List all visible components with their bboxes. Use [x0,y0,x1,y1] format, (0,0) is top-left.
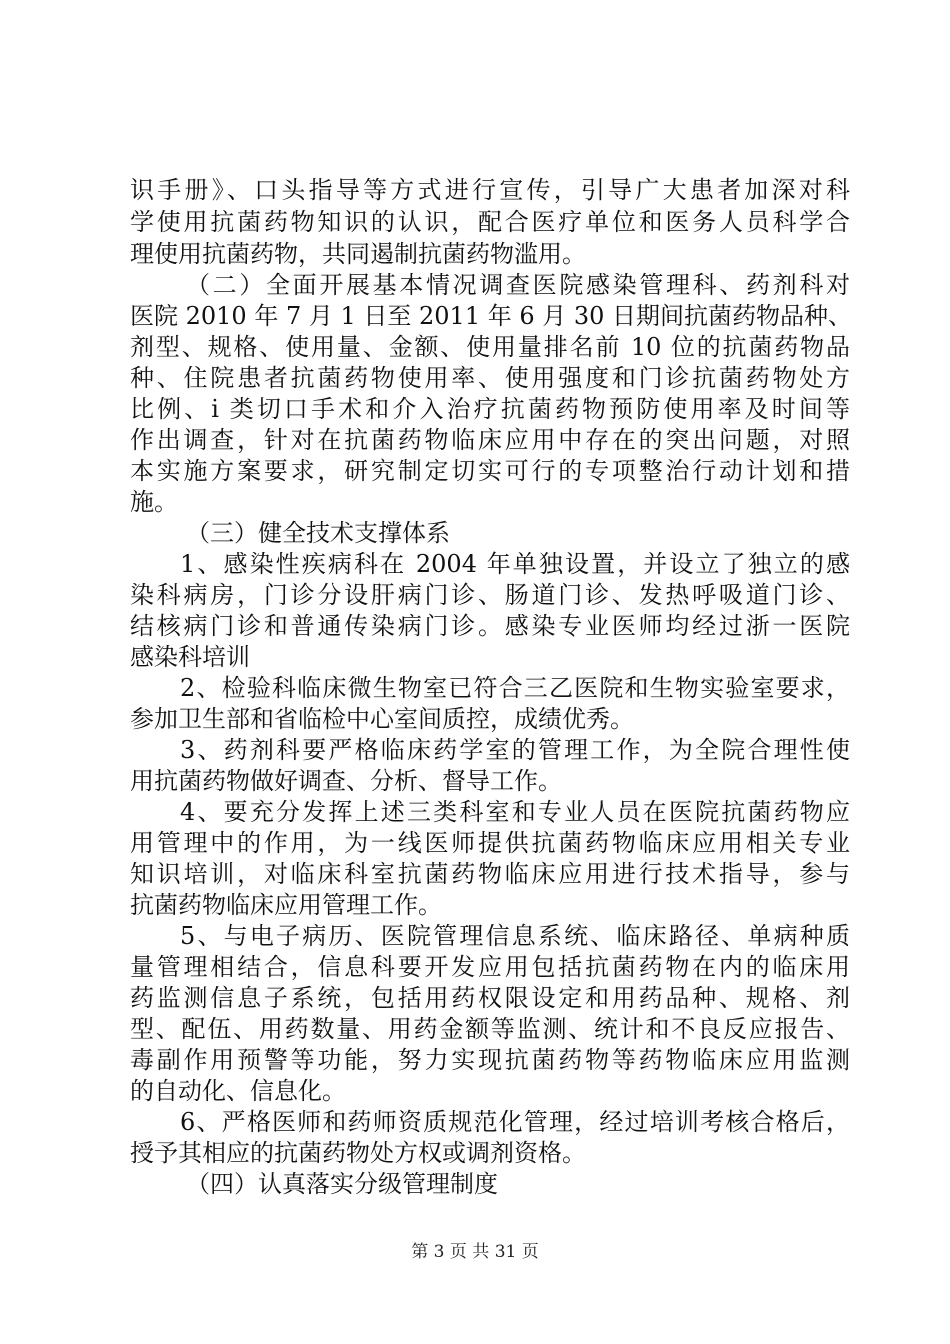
text-line: 型、配伍、用药数量、用药金额等监测、统计和不良反应报告、 [130,1015,850,1043]
text-line: （二）全面开展基本情况调查医院感染管理科、药剂科对 [186,271,850,299]
text-line: 用管理中的作用，为一线医师提供抗菌药物临床应用相关专业 [130,829,850,857]
text-line: 1、感染性疾病科在 2004 年单独设置，并设立了独立的感 [180,550,850,578]
text-line: 施。 [130,488,178,516]
text-line: 剂型、规格、使用量、金额、使用量排名前 10 位的抗菌药物品 [130,333,850,361]
text-line: 5、与电子病历、医院管理信息系统、临床路径、单病种质 [180,922,850,950]
text-line: 医院 2010 年 7 月 1 日至 2011 年 6 月 30 日期间抗菌药物品种、 [130,302,853,330]
text-line: 抗菌药物临床应用管理工作。 [130,891,442,919]
text-line: 作出调查，针对在抗菌药物临床应用中存在的突出问题，对照 [130,426,850,454]
text-line: 比例、i 类切口手术和介入治疗抗菌药物预防使用率及时间等 [130,395,850,423]
text-line: 6、严格医师和药师资质规范化管理，经过培训考核合格后， [180,1108,850,1136]
text-line: 结核病门诊和普通传染病门诊。感染专业医师均经过浙一医院 [130,612,850,640]
text-line: 授予其相应的抗菌药物处方权或调剂资格。 [130,1139,586,1167]
text-line: 染科病房，门诊分设肝病门诊、肠道门诊、发热呼吸道门诊、 [130,581,850,609]
text-line: 药监测信息子系统，包括用药权限设定和用药品种、规格、剂 [130,984,850,1012]
text-line: 理使用抗菌药物，共同遏制抗菌药物滥用。 [130,240,586,268]
text-line: 知识培训，对临床科室抗菌药物临床应用进行技术指导，参与 [130,860,850,888]
text-line: 本实施方案要求，研究制定切实可行的专项整治行动计划和措 [130,457,850,485]
text-line: 学使用抗菌药物知识的认识，配合医疗单位和医务人员科学合 [130,208,850,236]
text-line: 3、药剂科要严格临床药学室的管理工作，为全院合理性使 [180,736,850,764]
text-line: 2、检验科临床微生物室已符合三乙医院和生物实验室要求， [180,674,850,702]
section-heading: （四）认真落实分级管理制度 [186,1170,498,1198]
text-line: 毒副作用预警等功能，努力实现抗菌药物等药物临床应用监测 [130,1046,850,1074]
text-line: 种、住院患者抗菌药物使用率、使用强度和门诊抗菌药物处方 [130,364,850,392]
text-line: 参加卫生部和省临检中心室间质控，成绩优秀。 [130,705,634,733]
text-line: 4、要充分发挥上述三类科室和专业人员在医院抗菌药物应 [180,798,850,826]
section-heading: （三）健全技术支撑体系 [186,519,450,547]
text-line: 用抗菌药物做好调查、分析、督导工作。 [130,767,562,795]
text-line: 的自动化、信息化。 [130,1077,346,1105]
text-line: 识手册》、口头指导等方式进行宣传，引导广大患者加深对科 [130,176,850,204]
text-line: 感染科培训 [130,643,250,671]
text-line: 量管理相结合，信息科要开发应用包括抗菌药物在内的临床用 [130,953,850,981]
page-number: 第 3 页 共 31 页 [411,1242,539,1262]
